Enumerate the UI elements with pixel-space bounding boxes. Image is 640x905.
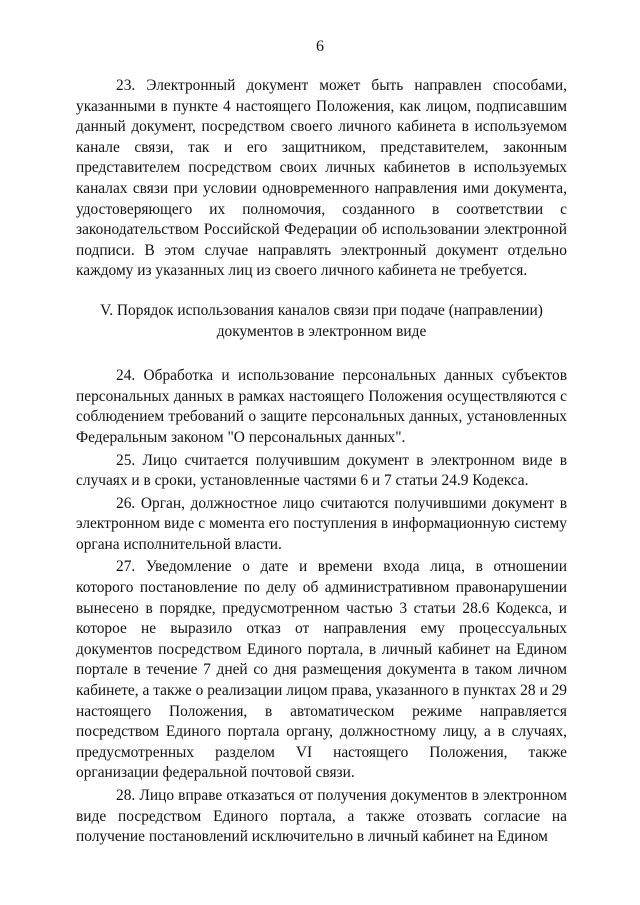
paragraph-28: 28. Лицо вправе отказаться от получения документов в электронном виде посредством Единого портала, а также отозвать согласие на получение постановлений исключительно в личный кабинет на Едином: [76, 787, 567, 846]
section-heading-line-1: V. Порядок использования каналов связи при подаче (направлении): [100, 301, 543, 319]
paragraph-27: 27. Уведомление о дате и времени входа лица, в отношении которого постановление по делу об административном правонарушении вынесено в порядке, предусмотренном частью 3 статьи 28.6 Кодекса, и которое не выразило отказ от направления ему процессуальных документов посредством Единого портала, в личный кабинет на Едином портале в течение 7 дней со дня размещения документа в таком личном кабинете, а также о реализации лицом права, указанного в пунктах 28 и 29 настоящего Положения, в автоматическом режиме направляется посредством Единого портала органу, должностному лицу, а в случаях, предусмотренных разделом VI настоящего Положения, также организации федеральной почтовой связи.: [76, 558, 567, 782]
page-number: 6: [316, 38, 324, 55]
section-heading-line-2: документов в электронном виде: [216, 322, 427, 340]
paragraph-23: 23. Электронный документ может быть направлен способами, указанными в пункте 4 настоящего Положения, как лицом, подписавшим данный документ, посредством своего личного кабинета в используемом канале связи, так и его защитником, представителем, законным представителем посредством своих личных кабинетов в используемых каналах связи при условии одновременного направления ими документа, удостоверяющего их полномочия, созданного в соответствии с законодательством Российской Федерации об использовании электронной подписи. В этом случае направлять электронный документ отдельно каждому из указанных лиц из своего личного кабинета не требуется.: [76, 77, 567, 280]
paragraph-25: 25. Лицо считается получившим документ в электронном виде в случаях и в сроки, установленные частями 6 и 7 статьи 24.9 Кодекса.: [76, 451, 567, 490]
paragraph-24: 24. Обработка и использование персональных данных субъектов персональных данных в рамках настоящего Положения осуществляются с соблюдением требований о защите персональных данных, установленных Федеральным законом "О персональных данных".: [76, 367, 567, 446]
section-heading: [76, 301, 567, 342]
paragraph-26: 26. Орган, должностное лицо считаются получившими документ в электронном виде с момента его поступления в информационную систему органа исполнительной власти.: [76, 494, 567, 553]
document-body: [76, 76, 567, 848]
